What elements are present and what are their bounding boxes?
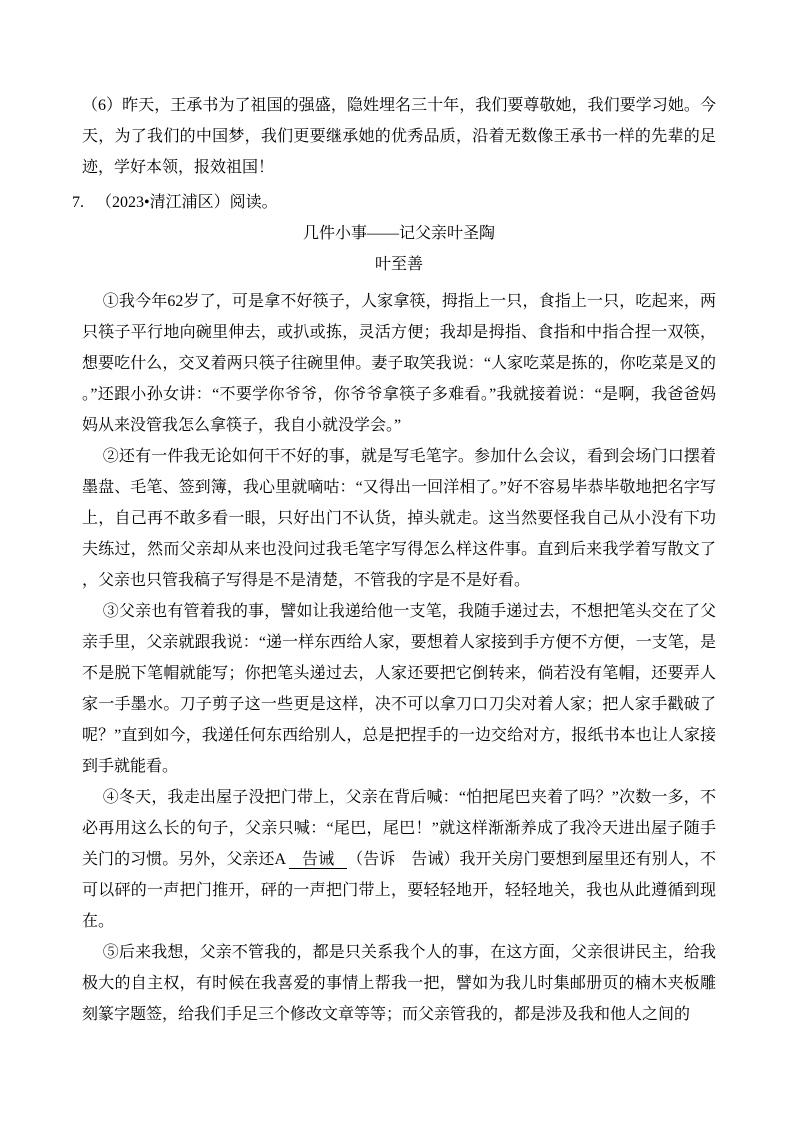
document-body <box>72 90 716 1030</box>
passage-paragraph-3: ③父亲也有管着我的事，譬如让我递给他一支笔，我随手递过去，不想把笔头交在了父亲手里，父亲就跟我说：“递一样东西给人家，要想着人家接到手方便不方便，一支笔，是不是脱下笔帽就能写；你把笔头递过去，人家还要把它倒转来，倘若没有笔帽，还要弄人家一手墨水。刀子剪子这一些更是这样，决不可以拿刀口刀尖对着人家；把人家手戳破了呢？”直到如今，我递任何东西给别人，总是把捏手的一边交给对方，报纸书本也让人家接到手就能看。 <box>82 603 716 775</box>
item-6-paragraph: （6）昨天，王承书为了祖国的强盛，隐姓埋名三十年，我们要尊敬她，我们要学习她。今天，为了我们的中国梦，我们更要继承她的优秀品质，沿着无数像王承书一样的先辈的足迹，学好本领，报效祖国！ <box>82 97 716 176</box>
passage-paragraph-1: ①我今年62岁了，可是拿不好筷子，人家拿筷，拇指上一只，食指上一只，吃起来，两只筷子平行地向碗里伸去，或扒或拣，灵活方便；我却是拇指、食指和中指合捏一双筷，想要吃什么，交叉着两只筷子往碗里伸。妻子取笑我说：“人家吃菜是拣的，你吃菜是叉的。”还跟小孙女讲：“不要学你爷爷，你爷爷拿筷子多难看。”我就接着说：“是啊，我爸爸妈妈从来没管我怎么拿筷子，我自小就没学会。” <box>82 293 716 434</box>
passage-author: 叶至善 <box>374 256 423 273</box>
passage-paragraph-4-text-before: ④冬天，我走出屋子没把门带上，父亲在背后喊：“怕把尾巴夹着了吗？”次数一多，不必再用这么长的句子，父亲只喊：“尾巴，尾巴！”就这样渐渐养成了我冷天进出屋子随手关门的习惯。另外，父亲还A <box>82 789 716 868</box>
passage-paragraph-4-text-after: （告诉 告诫）我开关房门要想到屋里还有别人，不可以砰的一声把门推开，砰的一声把门带上，要轻轻地开，轻轻地关，我也从此遵循到现在。 <box>82 851 716 930</box>
fill-in-blank-answer: 告诫 <box>289 851 347 869</box>
passage-title: 几件小事——记父亲叶圣陶 <box>302 225 495 242</box>
passage-paragraph-2: ②还有一件我无论如何干不好的事，就是写毛笔字。参加什么会议，看到会场门口摆着墨盘、毛笔、签到簿，我心里就嘀咕：“又得出一回洋相了。”好不容易毕恭毕敬地把名字写上，自己再不敢多看一眼，只好出门不认货，掉头就走。这当然要怪我自己从小没有下功夫练过，然而父亲却从来也没问过我毛笔字写得怎么样这件事。直到后来我学着写散文了，父亲也只管我稿子写得是不是清楚，不管我的字是不是好看。 <box>82 448 716 589</box>
question-7-line <box>72 187 716 218</box>
question-7-number: 7. <box>72 194 84 211</box>
passage-paragraph-4 <box>82 782 716 937</box>
question-7-source: （2023•清江浦区）阅读。 <box>96 194 278 211</box>
passage-paragraph-5: ⑤后来我想，父亲不管我的，都是只关系我个人的事，在这方面，父亲很讲民主，给我极大的自主权，有时候在我喜爱的事情上帮我一把，譬如为我儿时集邮册页的楠木夹板雕刻篆字题签，给我们手足三个修改文章等等；而父亲管我的，都是涉及我和他人之间的 <box>82 944 716 1023</box>
